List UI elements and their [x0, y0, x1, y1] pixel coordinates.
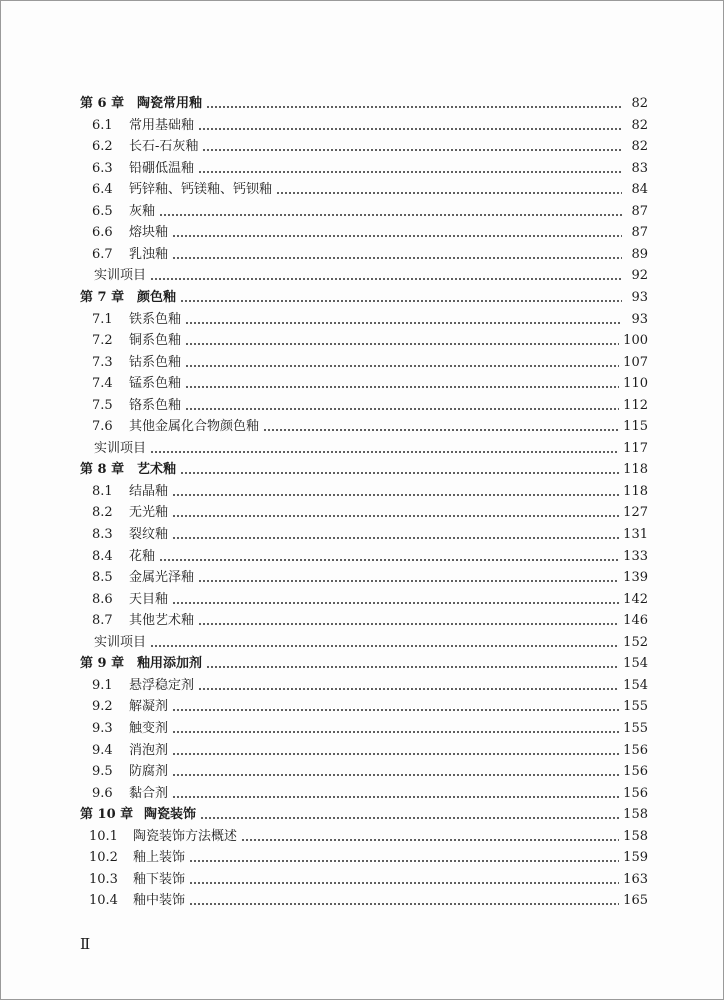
- dot-leader: [202, 136, 622, 157]
- toc-page-number: 115: [623, 419, 648, 434]
- dot-leader: [185, 309, 622, 330]
- toc-section-row: [92, 309, 648, 330]
- toc-page-number: 82: [631, 118, 648, 133]
- toc-entry-title: 悬浮稳定剂: [129, 678, 195, 693]
- toc-section-row: [92, 524, 648, 545]
- toc-page-number: 127: [623, 505, 648, 520]
- dot-leader: [172, 589, 619, 610]
- dot-leader: [241, 826, 619, 847]
- toc-entry-number: 6.6: [92, 225, 113, 240]
- toc-entry-number: 7.1: [92, 312, 113, 327]
- toc-page-number: 133: [623, 549, 648, 564]
- toc-page-number: 156: [623, 786, 648, 801]
- toc-entry-number: 7.2: [92, 333, 113, 348]
- toc-section-row: [92, 718, 648, 739]
- dot-leader: [198, 675, 619, 696]
- toc-page-number: 112: [623, 398, 648, 413]
- dot-leader: [172, 718, 619, 739]
- dot-leader: [263, 416, 619, 437]
- toc-entry-title: 防腐剂: [129, 764, 169, 779]
- toc-page-number: 156: [623, 743, 648, 758]
- toc-entry-title: 陶瓷常用釉: [137, 96, 203, 111]
- dot-leader: [172, 244, 622, 265]
- toc-entry-title: 颜色釉: [137, 290, 177, 305]
- toc-entry-title: 无光釉: [129, 505, 169, 520]
- toc-page-number: 131: [623, 527, 648, 542]
- toc-section-row: [92, 546, 648, 567]
- dot-leader: [180, 287, 622, 308]
- toc-entry-title: 结晶釉: [129, 484, 169, 499]
- toc-project-row: [94, 265, 648, 286]
- toc-page-number: 83: [631, 161, 648, 176]
- toc-page-number: 87: [631, 204, 648, 219]
- dot-leader: [159, 546, 619, 567]
- toc-section-row: [92, 158, 648, 179]
- toc-entry-title: 釉上装饰: [133, 850, 186, 865]
- toc-section-row: [92, 352, 648, 373]
- toc-section-row: [89, 869, 648, 890]
- toc-page-number: 87: [631, 225, 648, 240]
- toc-entry-number: 6.1: [92, 118, 113, 133]
- toc-page-number: 152: [623, 635, 648, 650]
- toc-entry-number: 8.7: [92, 613, 113, 628]
- toc-page-number: 155: [623, 721, 648, 736]
- toc-page-number: 142: [623, 592, 648, 607]
- toc-section-row: [92, 675, 648, 696]
- toc-chapter-row: [80, 653, 648, 674]
- toc-page-number: 84: [631, 182, 648, 197]
- toc-entry-title: 釉中装饰: [133, 893, 186, 908]
- dot-leader: [185, 352, 619, 373]
- toc-entry-title: 花釉: [129, 549, 156, 564]
- toc-entry-number: 6.4: [92, 182, 113, 197]
- dot-leader: [189, 847, 619, 868]
- toc-entry-number: 9.4: [92, 743, 113, 758]
- dot-leader: [172, 222, 622, 243]
- dot-leader: [172, 761, 619, 782]
- toc-page-number: 82: [631, 139, 648, 154]
- dot-leader: [276, 179, 622, 200]
- toc-chapter-row: [80, 459, 648, 480]
- toc-section-row: [92, 222, 648, 243]
- toc-page-number: 118: [623, 484, 648, 499]
- dot-leader: [198, 567, 619, 588]
- toc-entry-title: 实训项目: [94, 268, 147, 283]
- toc-entry-title: 灰釉: [129, 204, 156, 219]
- toc-entry-number: 8.6: [92, 592, 113, 607]
- toc-entry-title: 钴系色釉: [129, 355, 182, 370]
- toc-entry-number: 8.5: [92, 570, 113, 585]
- toc-page-number: 158: [623, 807, 648, 822]
- toc-chapter-row: [80, 287, 648, 308]
- toc-entry-title: 实训项目: [94, 441, 147, 456]
- toc-entry-title: 铁系色釉: [129, 312, 182, 327]
- toc-entry-number: 9.6: [92, 786, 113, 801]
- toc-page-number: 155: [623, 699, 648, 714]
- toc-project-row: [94, 438, 648, 459]
- toc-entry-title: 铅硼低温釉: [129, 161, 195, 176]
- toc-entry-number: 10.4: [89, 893, 118, 908]
- page-folio: Ⅱ: [80, 935, 91, 953]
- dot-leader: [150, 265, 622, 286]
- toc-section-row: [92, 783, 648, 804]
- toc-entry-title: 常用基础釉: [129, 118, 195, 133]
- toc-page-number: 100: [623, 333, 648, 348]
- dot-leader: [172, 783, 619, 804]
- dot-leader: [172, 502, 619, 523]
- toc-section-row: [89, 847, 648, 868]
- toc-entry-number: 9.3: [92, 721, 113, 736]
- dot-leader: [180, 459, 619, 480]
- toc-section-row: [92, 740, 648, 761]
- toc-section-row: [92, 395, 648, 416]
- toc-entry-number: 7.4: [92, 376, 113, 391]
- toc-page-number: 93: [631, 290, 648, 305]
- toc-entry-number: 9.1: [92, 678, 113, 693]
- toc-entry-number: 10.3: [89, 872, 118, 887]
- toc-page-number: 92: [631, 268, 648, 283]
- dot-leader: [200, 804, 619, 825]
- toc-section-row: [92, 136, 648, 157]
- dot-leader: [172, 481, 619, 502]
- toc-page-number: 93: [631, 312, 648, 327]
- dot-leader: [198, 115, 622, 136]
- toc-entry-title: 铜系色釉: [129, 333, 182, 348]
- toc-entry-number: 第 9 章: [80, 656, 125, 671]
- toc-entry-title: 实训项目: [94, 635, 147, 650]
- toc-entry-title: 触变剂: [129, 721, 169, 736]
- toc-entry-title: 解凝剂: [129, 699, 169, 714]
- toc-entry-title: 天目釉: [129, 592, 169, 607]
- toc-page-number: 89: [631, 247, 648, 262]
- dot-leader: [185, 373, 619, 394]
- toc-project-row: [94, 632, 648, 653]
- toc-entry-number: 8.2: [92, 505, 113, 520]
- toc-section-row: [92, 502, 648, 523]
- dot-leader: [172, 740, 619, 761]
- toc-page-number: 110: [623, 376, 648, 391]
- toc-section-row: [92, 696, 648, 717]
- dot-leader: [150, 438, 619, 459]
- toc-entry-number: 第 10 章: [80, 807, 134, 822]
- toc-page-number: 154: [623, 656, 648, 671]
- toc-entry-title: 艺术釉: [137, 462, 177, 477]
- toc-entry-number: 9.2: [92, 699, 113, 714]
- toc-entry-number: 10.1: [89, 829, 118, 844]
- toc-page-number: 139: [623, 570, 648, 585]
- toc-page-number: 154: [623, 678, 648, 693]
- dot-leader: [206, 93, 622, 114]
- toc-section-row: [92, 761, 648, 782]
- toc-page-number: 118: [623, 462, 648, 477]
- toc-entry-title: 消泡剂: [129, 743, 169, 758]
- toc-section-row: [92, 589, 648, 610]
- toc-section-row: [92, 567, 648, 588]
- toc-entry-number: 8.1: [92, 484, 113, 499]
- toc-section-row: [92, 610, 648, 631]
- toc-entry-number: 6.2: [92, 139, 113, 154]
- toc-page-number: 146: [623, 613, 648, 628]
- toc-entry-title: 其他金属化合物颜色釉: [129, 419, 260, 434]
- toc-entry-number: 第 7 章: [80, 290, 125, 305]
- toc-section-row: [92, 373, 648, 394]
- toc-page-number: 117: [623, 441, 648, 456]
- toc-page-number: 159: [623, 850, 648, 865]
- toc-entry-number: 6.3: [92, 161, 113, 176]
- toc-entry-title: 陶瓷装饰: [144, 807, 197, 822]
- toc-entry-title: 釉用添加剂: [137, 656, 203, 671]
- toc-entry-number: 第 8 章: [80, 462, 125, 477]
- toc-entry-number: 8.3: [92, 527, 113, 542]
- toc-page-number: 107: [623, 355, 648, 370]
- toc-section-row: [92, 201, 648, 222]
- toc-section-row: [92, 244, 648, 265]
- toc-page-number: 158: [623, 829, 648, 844]
- toc-entry-number: 9.5: [92, 764, 113, 779]
- toc-section-row: [89, 826, 648, 847]
- toc-entry-number: 第 6 章: [80, 96, 125, 111]
- toc-section-row: [92, 330, 648, 351]
- dot-leader: [150, 632, 619, 653]
- toc-entry-title: 钙锌釉、钙镁釉、钙钡釉: [129, 182, 273, 197]
- toc-chapter-row: [80, 93, 648, 114]
- toc-section-row: [92, 115, 648, 136]
- toc-page-number: 163: [623, 872, 648, 887]
- toc-section-row: [89, 890, 648, 911]
- toc-entry-title: 锰系色釉: [129, 376, 182, 391]
- toc-section-row: [92, 416, 648, 437]
- toc-entry-title: 陶瓷装饰方法概述: [133, 829, 238, 844]
- toc-entry-title: 其他艺术釉: [129, 613, 195, 628]
- toc-entry-title: 釉下装饰: [133, 872, 186, 887]
- dot-leader: [185, 395, 619, 416]
- toc-entry-title: 铬系色釉: [129, 398, 182, 413]
- toc-entry-number: 10.2: [89, 850, 118, 865]
- toc-chapter-row: [80, 804, 648, 825]
- toc-entry-title: 金属光泽釉: [129, 570, 195, 585]
- toc-entry-number: 7.5: [92, 398, 113, 413]
- toc-entry-number: 8.4: [92, 549, 113, 564]
- toc-entry-title: 裂纹釉: [129, 527, 169, 542]
- toc-page-number: 156: [623, 764, 648, 779]
- toc-entry-title: 黏合剂: [129, 786, 169, 801]
- dot-leader: [159, 201, 622, 222]
- dot-leader: [172, 696, 619, 717]
- dot-leader: [198, 158, 622, 179]
- toc-entry-number: 6.5: [92, 204, 113, 219]
- toc-entry-number: 7.3: [92, 355, 113, 370]
- toc-section-row: [92, 179, 648, 200]
- toc-entry-title: 长石-石灰釉: [129, 139, 199, 154]
- dot-leader: [206, 653, 619, 674]
- toc-entry-title: 乳浊釉: [129, 247, 169, 262]
- toc-entry-number: 7.6: [92, 419, 113, 434]
- toc-page-number: 165: [623, 893, 648, 908]
- toc-section-row: [92, 481, 648, 502]
- toc-page-number: 82: [631, 96, 648, 111]
- dot-leader: [172, 524, 619, 545]
- dot-leader: [189, 890, 619, 911]
- toc-entry-number: 6.7: [92, 247, 113, 262]
- toc-entry-title: 熔块釉: [129, 225, 169, 240]
- dot-leader: [198, 610, 619, 631]
- dot-leader: [185, 330, 619, 351]
- dot-leader: [189, 869, 619, 890]
